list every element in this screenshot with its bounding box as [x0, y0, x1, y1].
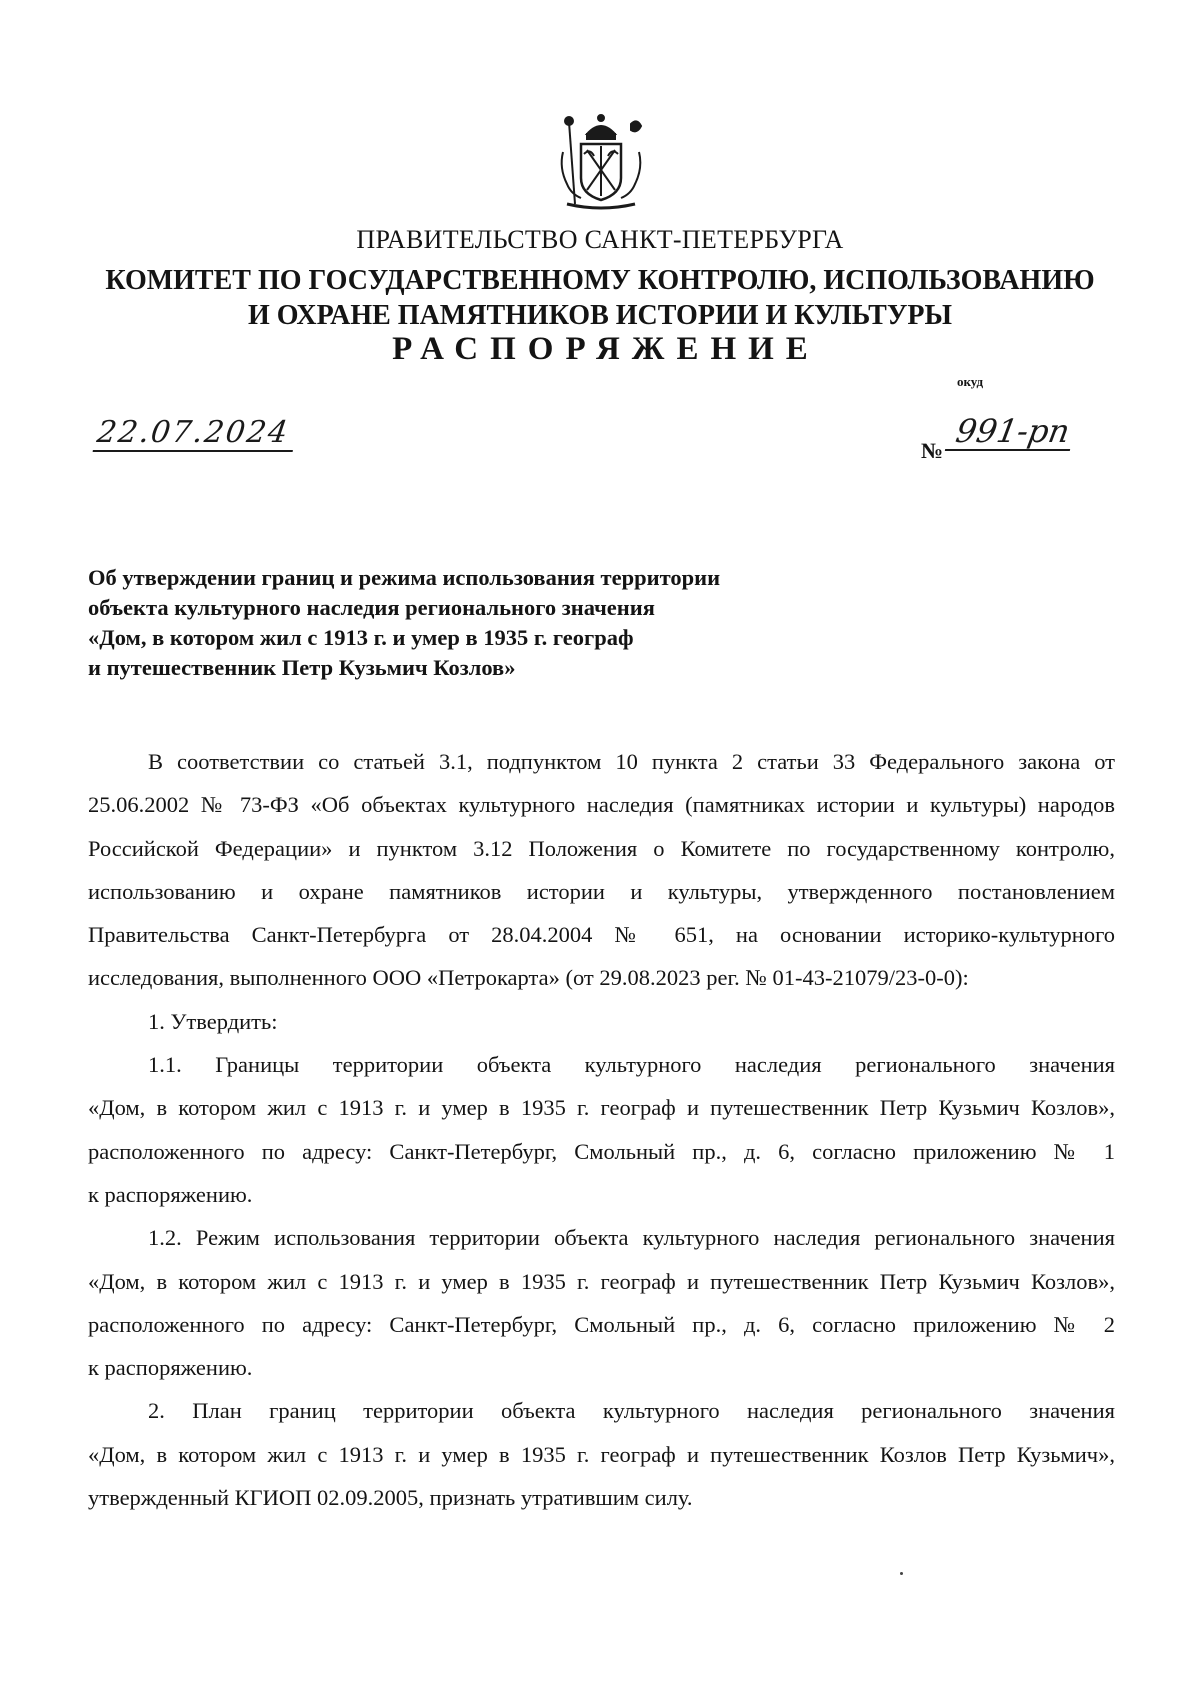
okud-label: окуд	[957, 374, 984, 389]
committee-title-line-2: И ОХРАНЕ ПАМЯТНИКОВ ИСТОРИИ И КУЛЬТУРЫ	[248, 300, 952, 331]
subject-line: «Дом, в котором жил с 1913 г. и умер в 1935 г. географ	[88, 625, 634, 650]
body-line: «Дом, в котором жил с 1913 г. и умер в 1935 г. географ и путешественник Петр Кузьмич Козлов»,	[88, 1268, 1115, 1294]
handwritten-date: 22.07.2024	[93, 418, 298, 452]
document-type: РАСПОРЯЖЕНИЕ	[392, 331, 820, 367]
subject-line: и путешественник Петр Кузьмич Козлов»	[88, 655, 516, 680]
body-line: Правительства Санкт-Петербурга от 28.04.2004 № 651, на основании историко-культурного	[88, 922, 1115, 948]
body-line: исследования, выполненного ООО «Петрокарта» (от 29.08.2023 рег. № 01-43-21079/23-0-0):	[88, 965, 969, 991]
handwritten-document-number: 991-рп	[945, 415, 1076, 451]
number-label: №	[921, 438, 944, 463]
body-line: 2. План границ территории объекта культурного наследия регионального значения	[148, 1398, 1115, 1424]
subject-line: Об утверждении границ и режима использования территории	[88, 565, 721, 590]
body-line: к распоряжению.	[88, 1355, 253, 1381]
body-line: 1.1. Границы территории объекта культурного наследия регионального значения	[148, 1052, 1115, 1078]
body-line: Российской Федерации» и пунктом 3.12 Положения о Комитете по государственному контролю,	[88, 835, 1115, 861]
body-line: расположенного по адресу: Санкт-Петербург, Смольный пр., д. 6, согласно приложению № 2	[88, 1311, 1115, 1337]
body-line: использованию и охране памятников истории и культуры, утвержденного постановлением	[88, 878, 1115, 904]
body-line: «Дом, в котором жил с 1913 г. и умер в 1935 г. географ и путешественник Петр Кузьмич Козлов»,	[88, 1095, 1115, 1121]
body-line: расположенного по адресу: Санкт-Петербург, Смольный пр., д. 6, согласно приложению № 1	[88, 1138, 1115, 1164]
document-subject	[88, 563, 848, 683]
document-body	[88, 740, 1115, 1519]
body-line: 1. Утвердить:	[148, 1008, 278, 1034]
body-line: В соответствии со статьей 3.1, подпунктом 10 пункта 2 статьи 33 Федерального закона от	[148, 749, 1115, 774]
committee-title-line-1: КОМИТЕТ ПО ГОСУДАРСТВЕННОМУ КОНТРОЛЮ, ИСПОЛЬЗОВАНИЮ	[105, 265, 1095, 296]
scan-speck	[900, 1572, 903, 1575]
body-line: утвержденный КГИОП 02.09.2005, признать утратившим силу.	[88, 1485, 693, 1511]
body-line: 25.06.2002 № 73-ФЗ «Об объектах культурного наследия (памятниках истории и культуры) народов	[88, 792, 1115, 818]
government-title: ПРАВИТЕЛЬСТВО САНКТ-ПЕТЕРБУРГА	[356, 225, 844, 254]
body-line: к распоряжению.	[88, 1181, 253, 1207]
body-line: «Дом, в котором жил с 1913 г. и умер в 1935 г. географ и путешественник Козлов Петр Кузьмич»,	[88, 1441, 1115, 1467]
body-line: 1.2. Режим использования территории объекта культурного наследия регионального значения	[148, 1225, 1115, 1251]
coat-of-arms-emblem	[557, 112, 645, 214]
committee-title	[0, 263, 1200, 333]
subject-line: объекта культурного наследия регионального значения	[88, 595, 655, 620]
